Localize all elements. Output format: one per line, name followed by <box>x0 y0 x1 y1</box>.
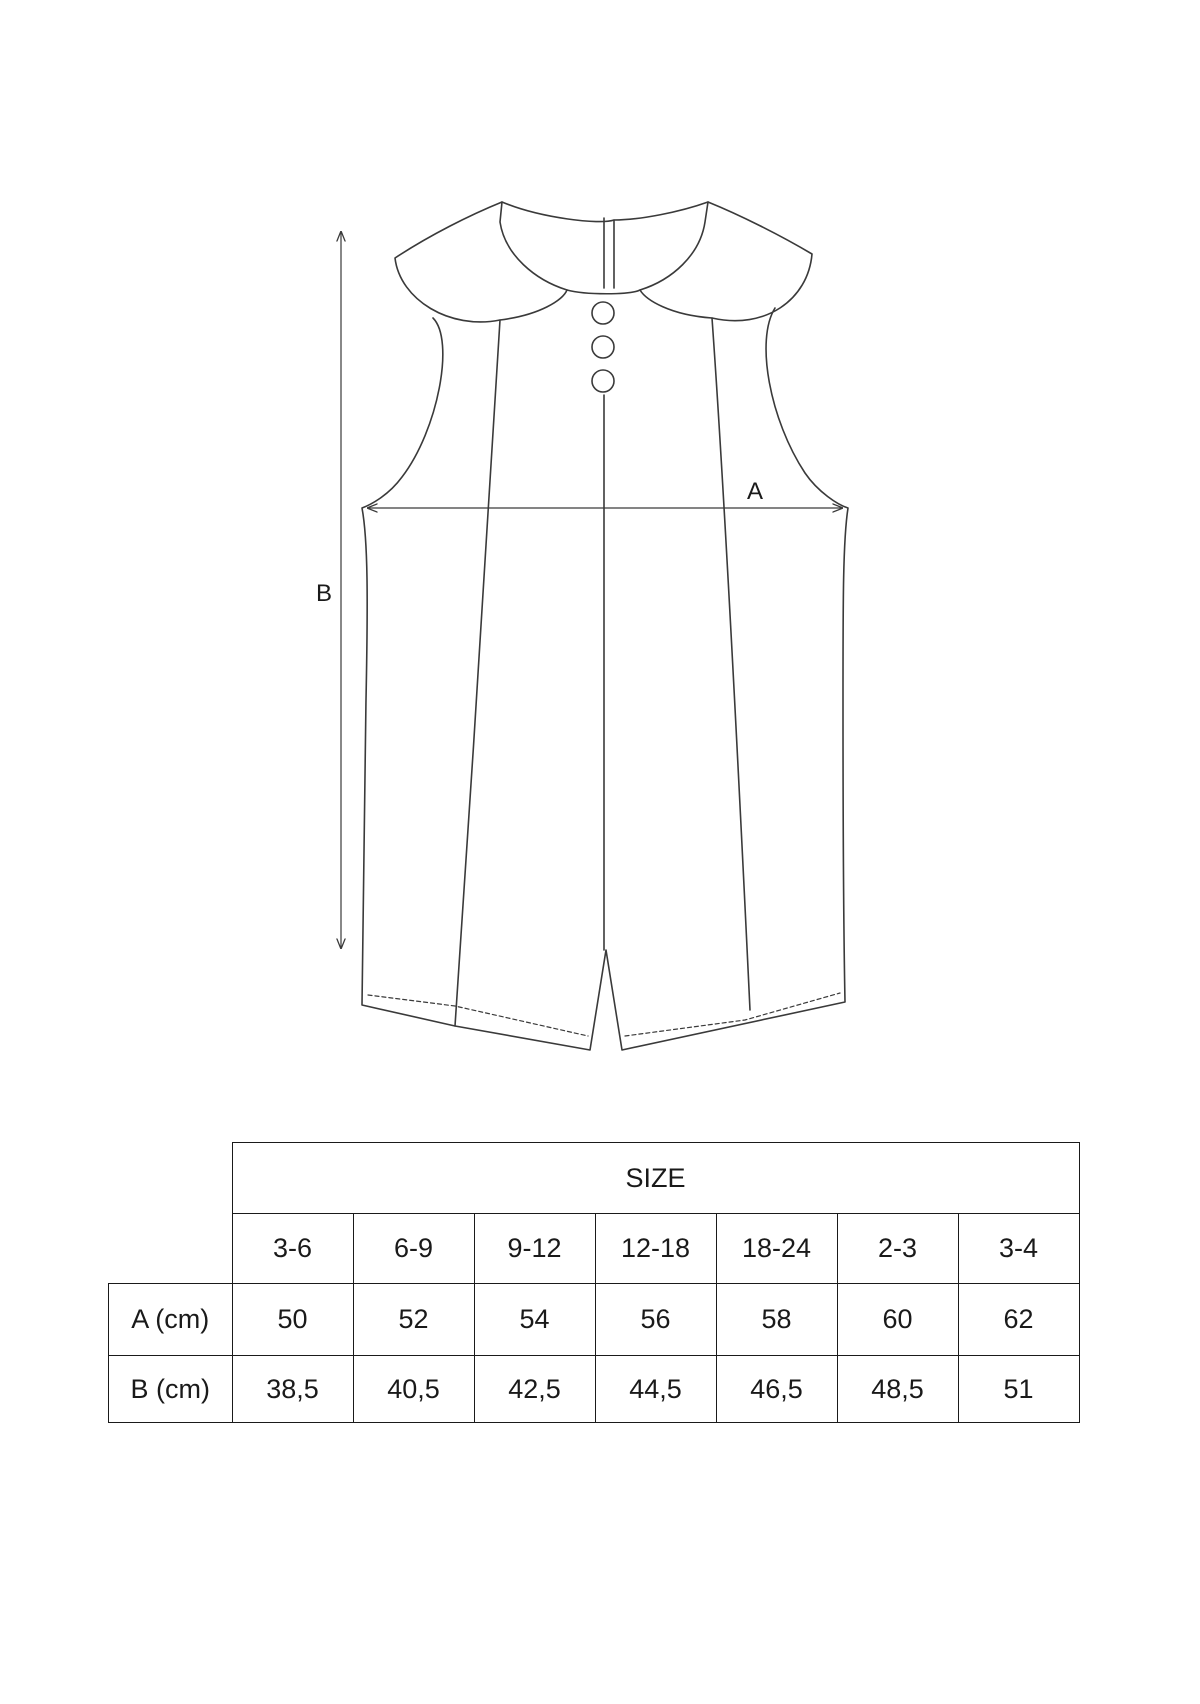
table-cell: 56 <box>595 1284 716 1356</box>
size-header: SIZE <box>232 1143 1079 1214</box>
table-cell: 51 <box>958 1356 1079 1423</box>
row-label-b: B (cm) <box>109 1356 233 1423</box>
table-cell: 48,5 <box>837 1356 958 1423</box>
left-collar <box>395 202 567 322</box>
right-panel-seam <box>712 318 750 1010</box>
blank-corner <box>109 1143 233 1214</box>
row-label-a: A (cm) <box>109 1284 233 1356</box>
table-cell: 60 <box>837 1284 958 1356</box>
size-cell: 9-12 <box>474 1214 595 1284</box>
table-cell: 50 <box>232 1284 353 1356</box>
table-cell: 40,5 <box>353 1356 474 1423</box>
right-collar <box>640 202 812 321</box>
neckline <box>502 202 708 222</box>
measurement-a-label: A <box>747 478 764 505</box>
button-1 <box>592 302 614 324</box>
table-row-header <box>109 1143 1080 1214</box>
table-row-b <box>109 1356 1080 1423</box>
left-panel-seam <box>455 320 500 1026</box>
size-chart-table <box>108 1142 1080 1423</box>
table-cell: 46,5 <box>716 1356 837 1423</box>
table-cell: 62 <box>958 1284 1079 1356</box>
table-cell: 38,5 <box>232 1356 353 1423</box>
size-cell: 2-3 <box>837 1214 958 1284</box>
table-cell: 54 <box>474 1284 595 1356</box>
measurement-b-label: B <box>316 580 333 607</box>
size-cell: 3-4 <box>958 1214 1079 1284</box>
button-2 <box>592 336 614 358</box>
table-row-sizes <box>109 1214 1080 1284</box>
table-row-a <box>109 1284 1080 1356</box>
right-hem-stitch <box>625 993 840 1036</box>
size-cell: 12-18 <box>595 1214 716 1284</box>
size-cell: 3-6 <box>232 1214 353 1284</box>
size-cell: 6-9 <box>353 1214 474 1284</box>
body-outline <box>362 308 848 1050</box>
table-cell: 52 <box>353 1284 474 1356</box>
table-cell: 58 <box>716 1284 837 1356</box>
blank-corner-lower <box>109 1214 233 1284</box>
size-cell: 18-24 <box>716 1214 837 1284</box>
table-cell: 44,5 <box>595 1356 716 1423</box>
table-cell: 42,5 <box>474 1356 595 1423</box>
button-3 <box>592 370 614 392</box>
